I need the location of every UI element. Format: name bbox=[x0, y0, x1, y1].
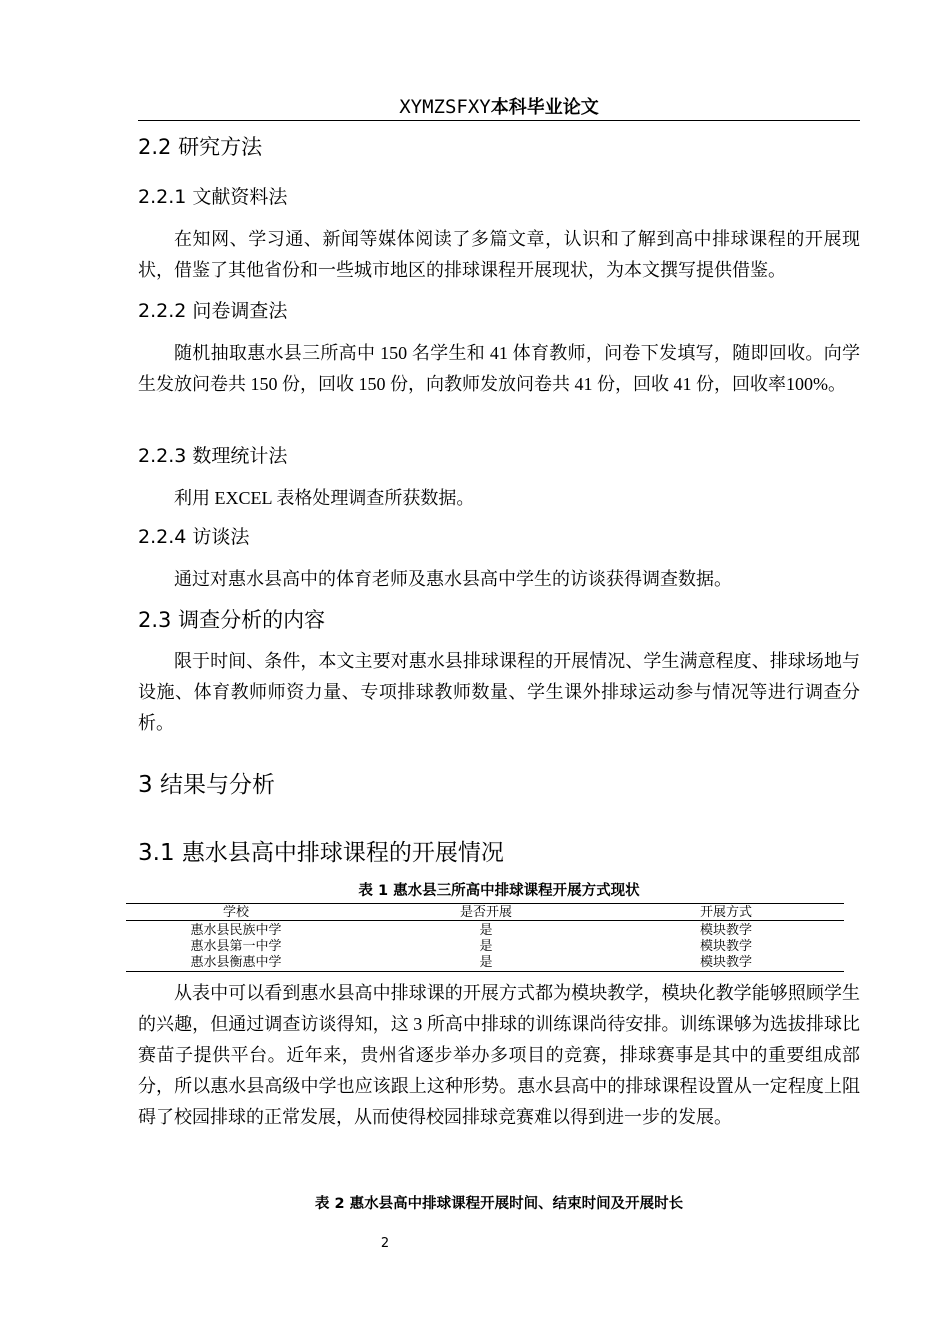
section-2-2-3-paragraph: 利用 EXCEL 表格处理调查所获数据。 bbox=[174, 488, 475, 508]
section-2-2-3-title: 2.2.3 数理统计法 bbox=[138, 445, 288, 467]
section-2-2-2-title: 2.2.2 问卷调查法 bbox=[138, 300, 288, 322]
section-2-2-2-paragraph: 随机抽取惠水县三所高中 150 名学生和 41 体育教师，问卷下发填写，随即回收。向学生发放问卷共 150 份，回收 150 份，向教师发放问卷共 41 份，回收 41 份，回收率100%。 bbox=[138, 343, 860, 394]
table-1-cell: 模块教学 bbox=[699, 938, 752, 953]
table-1-cell: 惠水县民族中学 bbox=[190, 922, 282, 937]
table-1-cell: 模块教学 bbox=[699, 954, 752, 969]
table-1-cell: 是 bbox=[479, 938, 493, 953]
section-2-2-4-paragraph: 通过对惠水县高中的体育老师及惠水县高中学生的访谈获得调查数据。 bbox=[174, 569, 732, 589]
section-3-1-title: 3.1 惠水县高中排球课程的开展情况 bbox=[138, 840, 504, 866]
header-left-text: XYMZSFXY bbox=[399, 96, 491, 118]
table-1-header-offered: 是否开展 bbox=[459, 904, 512, 919]
table-1-header-school: 学校 bbox=[222, 904, 249, 919]
table-1-cell: 是 bbox=[479, 954, 493, 969]
table-1-cell: 模块教学 bbox=[699, 922, 752, 937]
table-1-header-mode: 开展方式 bbox=[699, 904, 752, 919]
chapter-3-title: 3 结果与分析 bbox=[138, 772, 275, 798]
page-header bbox=[138, 94, 860, 120]
table-2-caption: 表 2 惠水县高中排球课程开展时间、结束时间及开展时长 bbox=[314, 1196, 684, 1212]
table-1-cell: 是 bbox=[479, 922, 493, 937]
header-rule bbox=[138, 120, 860, 121]
table-1-caption: 表 1 惠水县三所高中排球课程开展方式现状 bbox=[358, 883, 640, 899]
table-1-cell: 惠水县第一中学 bbox=[190, 938, 282, 953]
table-1-cell: 惠水县衡惠中学 bbox=[190, 954, 282, 969]
section-2-3-title: 2.3 调查分析的内容 bbox=[138, 608, 326, 632]
section-2-2-1-title: 2.2.1 文献资料法 bbox=[138, 186, 288, 208]
section-2-3-paragraph: 限于时间、条件，本文主要对惠水县排球课程的开展情况、学生满意程度、排球场地与设施、体育教师师资力量、专项排球教师数量、学生课外排球运动参与情况等进行调查分析。 bbox=[138, 651, 860, 733]
table-1-header-rule bbox=[126, 920, 844, 921]
section-2-2-1-paragraph: 在知网、学习通、新闻等媒体阅读了多篇文章，认识和了解到高中排球课程的开展现状，借鉴了其他省份和一些城市地区的排球课程开展现状，为本文撰写提供借鉴。 bbox=[138, 229, 860, 280]
section-2-2-4-title: 2.2.4 访谈法 bbox=[138, 526, 250, 548]
page-number: 2 bbox=[380, 1236, 390, 1251]
section-2-2-title: 2.2 研究方法 bbox=[138, 135, 263, 159]
table-1-discussion-paragraph: 从表中可以看到惠水县高中排球课的开展方式都为模块教学，模块化教学能够照顾学生的兴趣，但通过调查访谈得知，这 3 所高中排球的训练课尚待安排。训练课够为选拔排球比赛苗子提供平台。近年来，贵州省逐步举办多项目的竞赛，排球赛事是其中的重要组成部分，所以惠水县高级中学也应该跟上这种形势。惠水县高中的排球课程设置从一定程度上阻碍了校园排球的正常发展，从而使得校园排球竞赛难以得到进一步的发展。 bbox=[138, 983, 860, 1127]
table-1-bottom-rule bbox=[126, 971, 844, 972]
header-right-text: 本科毕业论文 bbox=[490, 97, 599, 118]
